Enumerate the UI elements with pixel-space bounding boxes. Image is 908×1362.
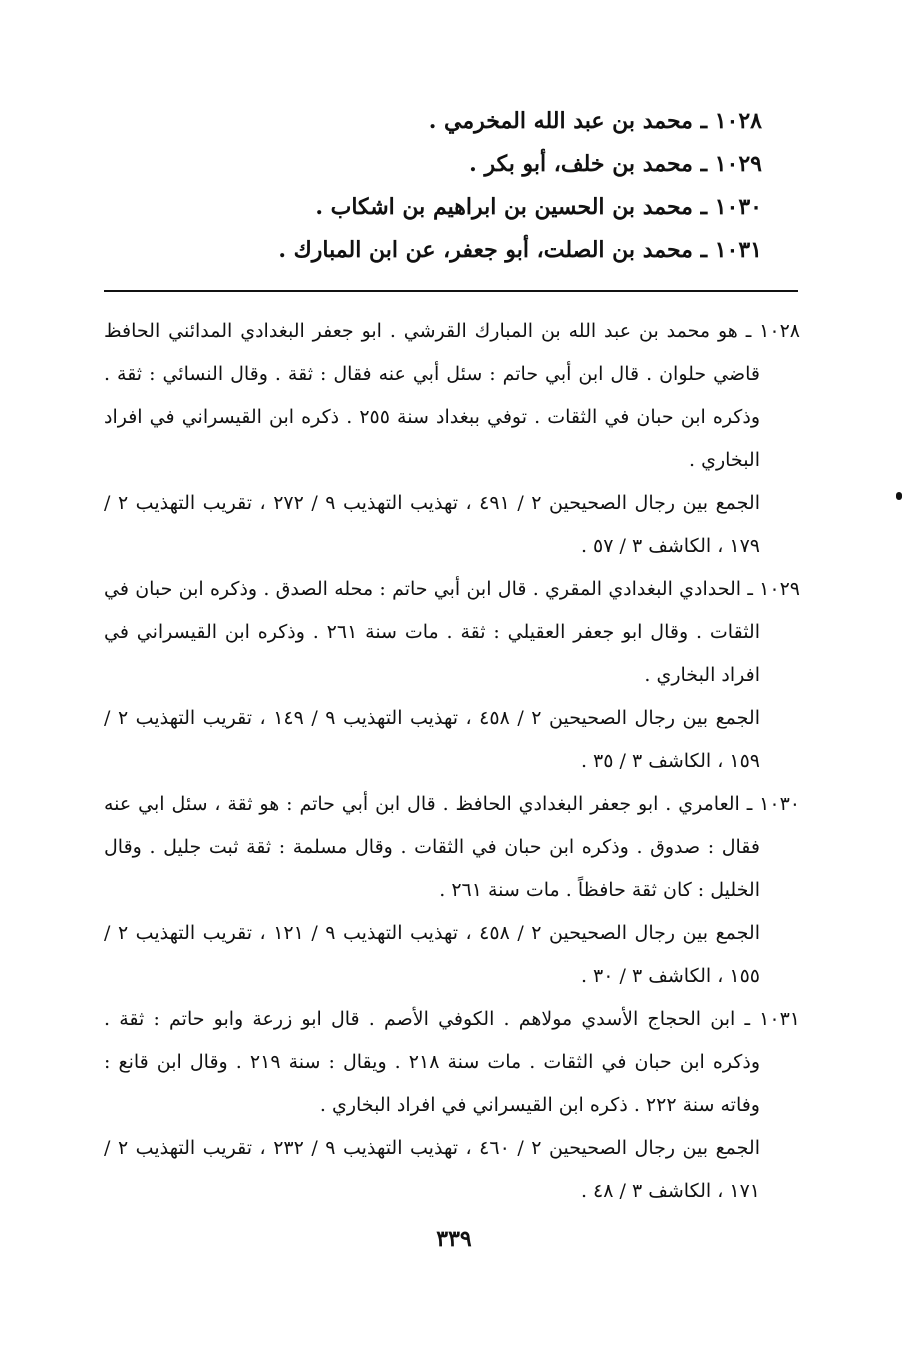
page-number: ٣٣٩ bbox=[436, 1226, 472, 1252]
ink-speck bbox=[896, 492, 902, 500]
footnote-1030 bbox=[104, 783, 800, 998]
footnote-references: الجمع بين رجال الصحيحين ٢ / ٤٥٨ ، تهذيب التهذيب ٩ / ١٢١ ، تقريب التهذيب ٢ / ١٥٥ ، الكاشف ٣ / ٣٠ . bbox=[104, 922, 760, 987]
footnote-references: الجمع بين رجال الصحيحين ٢ / ٤٦٠ ، تهذيب التهذيب ٩ / ٢٣٢ ، تقريب التهذيب ٢ / ١٧١ ، الكاشف ٣ / ٤٨ . bbox=[104, 1137, 760, 1202]
entry-1028: ١٠٢٨ ـ محمد بن عبد الله المخرمي . bbox=[428, 108, 762, 134]
footnotes bbox=[104, 310, 800, 1213]
footnote-divider bbox=[104, 290, 798, 292]
footnote-body: ١٠٢٩ ـ الحدادي البغدادي المقري . قال ابن أبي حاتم : محله الصدق . وذكره ابن حبان في الثقات . وقال ابو جعفر العقيلي : ثقة . مات سنة ٢٦١ . وذكره ابن القيسراني في افراد البخاري . bbox=[104, 578, 800, 686]
footnote-references: الجمع بين رجال الصحيحين ٢ / ٤٩١ ، تهذيب التهذيب ٩ / ٢٧٢ ، تقريب التهذيب ٢ / ١٧٩ ، الكاشف ٣ / ٥٧ . bbox=[104, 492, 760, 557]
footnote-1028 bbox=[104, 310, 800, 568]
footnote-body: ١٠٣١ ـ ابن الحجاج الأسدي مولاهم . الكوفي الأصم . قال ابو زرعة وابو حاتم : ثقة . وذكره ابن حبان في الثقات . مات سنة ٢١٨ . ويقال : سنة ٢١٩ . وقال ابن قانع : وفاته سنة ٢٢٢ . ذكره ابن القيسراني في افراد البخاري . bbox=[104, 1008, 800, 1116]
footnote-1029 bbox=[104, 568, 800, 783]
entry-1031: ١٠٣١ ـ محمد بن الصلت، أبو جعفر، عن ابن المبارك . bbox=[278, 237, 762, 263]
footnote-body: ١٠٢٨ ـ هو محمد بن عبد الله بن المبارك القرشي . ابو جعفر البغدادي المدائني الحافظ قاضي حلوان . قال ابن أبي حاتم : سئل أبي عنه فقال : ثقة . وقال النسائي : ثقة . وذكره ابن حبان في الثقات . توفي ببغداد سنة ٢٥٥ . ذكره ابن القيسراني في افراد البخاري . bbox=[104, 320, 800, 471]
footnote-body: ١٠٣٠ ـ العامري . ابو جعفر البغدادي الحافظ . قال ابن أبي حاتم : هو ثقة ، سئل ابي عنه فقال : صدوق . وذكره ابن حبان في الثقات . وقال مسلمة : ثقة ثبت جليل . وقال الخليل : كان ثقة حافظاً . مات سنة ٢٦١ . bbox=[104, 793, 800, 901]
entry-1029: ١٠٢٩ ـ محمد بن خلف، أبو بكر . bbox=[469, 151, 762, 177]
footnote-references: الجمع بين رجال الصحيحين ٢ / ٤٥٨ ، تهذيب التهذيب ٩ / ١٤٩ ، تقريب التهذيب ٢ / ١٥٩ ، الكاشف ٣ / ٣٥ . bbox=[104, 707, 760, 772]
footnote-1031 bbox=[104, 998, 800, 1213]
entry-list bbox=[202, 100, 762, 272]
entry-1030: ١٠٣٠ ـ محمد بن الحسين بن ابراهيم بن اشكاب . bbox=[315, 194, 762, 220]
